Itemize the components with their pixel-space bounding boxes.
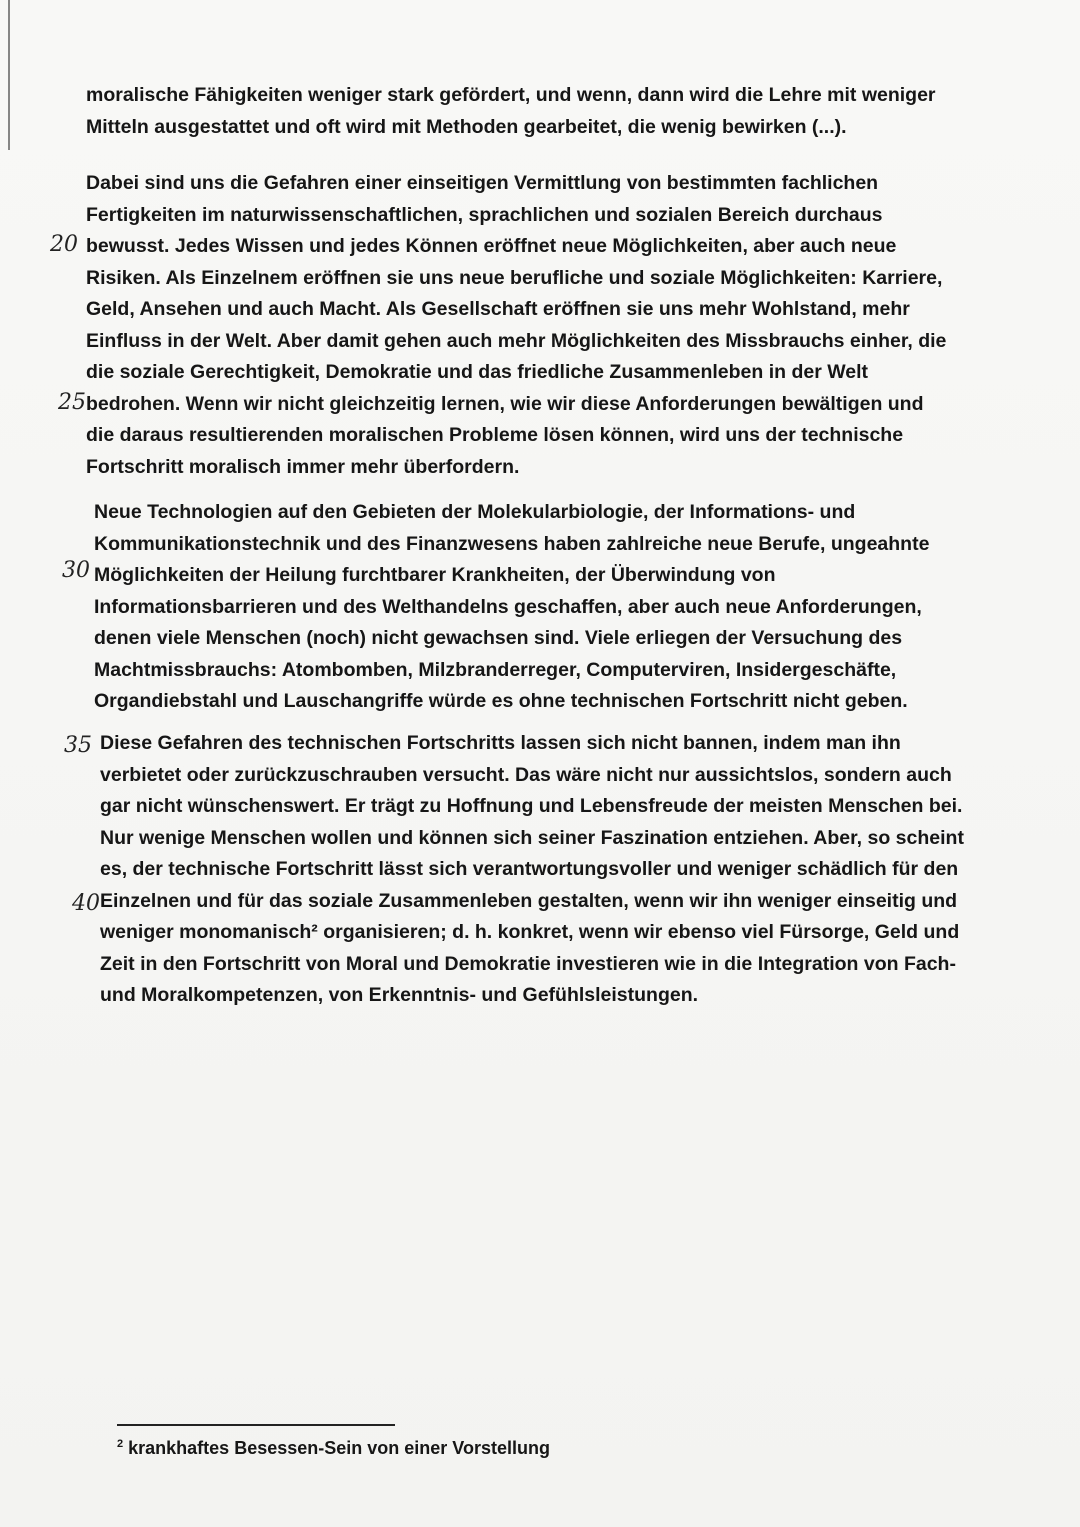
text-line: die soziale Gerechtigkeit, Demokratie und das friedliche Zusammenleben in der Welt (86, 361, 869, 383)
text-line: verbietet oder zurückzuschrauben versucht. Das wäre nicht nur aussichtslos, sondern auch (100, 763, 952, 786)
footnote (117, 1438, 550, 1459)
paragraph-a (86, 80, 986, 143)
text-line: Zeit in den Fortschritt von Moral und Demokratie investieren wie in die Integration von Fach- (100, 952, 956, 975)
text-line: bewusst. Jedes Wissen und jedes Können eröffnet neue Möglichkeiten, aber auch neue (86, 235, 897, 257)
text-line: Geld, Ansehen und auch Macht. Als Gesellschaft eröffnen sie uns mehr Wohlstand, mehr (86, 298, 910, 320)
text-line: gar nicht wünschenswert. Er trägt zu Hoffnung und Lebensfreude der meisten Menschen bei. (100, 795, 963, 817)
paragraph-c (94, 497, 994, 718)
text-line: Organdiebstahl und Lauschangriffe würde es ohne technischen Fortschritt nicht geben. (94, 690, 908, 712)
line-number-40: 40 (72, 891, 100, 916)
text-line: Möglichkeiten der Heilung furchtbarer Krankheiten, der Überwindung von (94, 564, 776, 586)
footnote-text: krankhaftes Besessen-Sein von einer Vorstellung (128, 1438, 550, 1458)
text-line: es, der technische Fortschritt lässt sich verantwortungsvoller und weniger schädlich für den (100, 858, 959, 880)
text-line: die daraus resultierenden moralischen Probleme lösen können, wird uns der technische (86, 424, 904, 446)
page-edge-shadow (0, 0, 10, 150)
text-line: Fortschritt moralisch immer mehr überfordern. (86, 455, 520, 478)
footnote-marker: 2 (117, 1438, 124, 1450)
text-line: Einfluss in der Welt. Aber damit gehen auch mehr Möglichkeiten des Missbrauchs einher, die (86, 329, 947, 352)
paragraph-b (86, 168, 986, 483)
text-line: Mitteln ausgestattet und oft wird mit Methoden gearbeitet, die wenig bewirken (...). (86, 115, 847, 138)
text-line: bedrohen. Wenn wir nicht gleichzeitig lernen, wie wir diese Anforderungen bewältigen und (86, 392, 924, 415)
text-line: Neue Technologien auf den Gebieten der Molekularbiologie, der Informations- und (94, 501, 856, 523)
text-line: Einzelnen und für das soziale Zusammenleben gestalten, wenn wir ihn weniger einseitig und (100, 889, 958, 912)
text-line: moralische Fähigkeiten weniger stark gefördert, und wenn, dann wird die Lehre mit weniger (86, 84, 936, 106)
text-line: Informationsbarrieren und des Welthandelns geschaffen, aber auch neue Anforderungen, (94, 595, 922, 618)
text-line: Machtmissbrauchs: Atombomben, Milzbranderreger, Computerviren, Insidergeschäfte, (94, 658, 897, 681)
line-number-30: 30 (62, 558, 90, 583)
text-line: Risiken. Als Einzelnem eröffnen sie uns neue berufliche und soziale Möglichkeiten: Karriere, (86, 266, 943, 289)
text-line: und Moralkompetenzen, von Erkenntnis- und Gefühlsleistungen. (100, 984, 699, 1006)
text-line: Dabei sind uns die Gefahren einer einseitigen Vermittlung von bestimmten fachlichen (86, 172, 879, 194)
text-line: Fertigkeiten im naturwissenschaftlichen, sprachlichen und sozialen Bereich durchaus (86, 203, 883, 226)
text-line: Nur wenige Menschen wollen und können sich seiner Faszination entziehen. Aber, so scheint (100, 826, 964, 849)
line-number-35: 35 (64, 733, 92, 758)
text-line: denen viele Menschen (noch) nicht gewachsen sind. Viele erliegen der Versuchung des (94, 627, 903, 649)
text-line: Diese Gefahren des technischen Fortschritts lassen sich nicht bannen, indem man ihn (100, 732, 901, 754)
text-line: Kommunikationstechnik und des Finanzwesens haben zahlreiche neue Berufe, ungeahnte (94, 532, 930, 555)
paragraph-d (100, 728, 980, 1012)
footnote-divider (117, 1424, 395, 1426)
line-number-20: 20 (50, 232, 78, 257)
line-number-25: 25 (58, 390, 86, 415)
text-line: weniger monomanisch² organisieren; d. h. konkret, wenn wir ebenso viel Fürsorge, Geld und (100, 921, 960, 943)
